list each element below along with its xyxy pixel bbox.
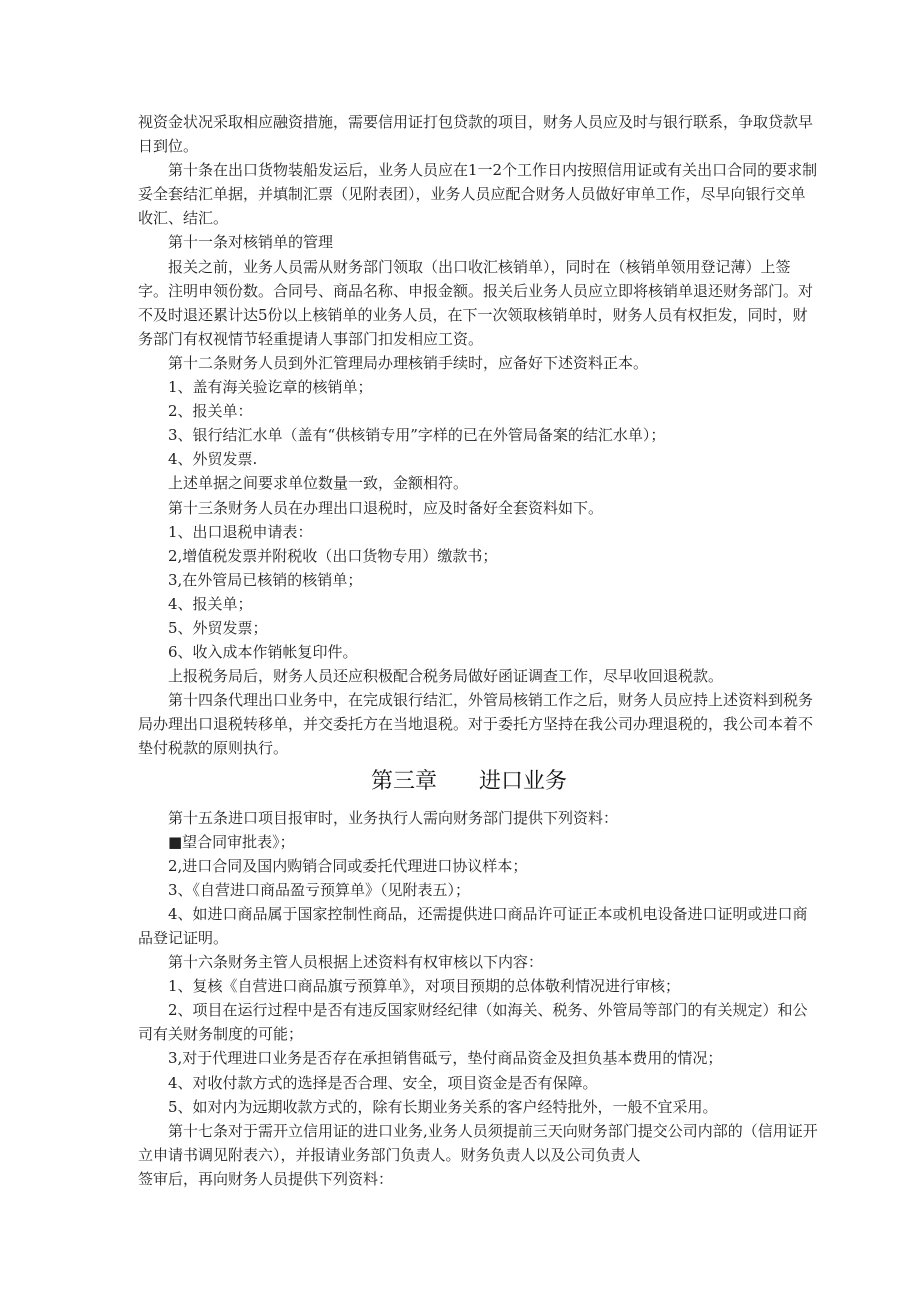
paragraph-tax-bureau-followup: 上报税务局后，财务人员还应积极配合税务局做好函证调查工作，尽早收回退税款。 — [168, 667, 724, 686]
list-item: 2,增值税发票并附税收（出口货物专用）缴款书； — [168, 546, 498, 565]
paragraph-article-11-body: 报关之前，业务人员需从财务部门领取（出口收汇核销单），同时在（核销单领用登记薄）上签字。注明申领份数。合同号、商品名称、申报金额。报关后业务人员应立即将核销单退还财务部门。对不及时退还累计达5份以上核销单的业务人员，在下一次领取核销单时，财务人员有权拒发，同时，财务部门有权视情节轻重提请人事部门扣发相应工资。 — [138, 257, 814, 348]
chapter-heading — [138, 767, 818, 797]
list-item: 3、《自营进口商品盈亏预算单》（见附表五）； — [168, 880, 471, 899]
list-item: ■望合同审批表》； — [168, 832, 295, 851]
paragraph-documents-consistency: 上述单据之间要求单位数量一致，金额相符。 — [168, 474, 469, 493]
paragraph-article-10: 第十条在出口货物装船发运后，业务人员应在1一2个工作日内按照信用证或有关出口合同的要求制妥全套结汇单据，并填制汇票（见附表团），业务人员应配合财务人员做好审单工作，尽早向银行交单收汇、结汇。 — [138, 161, 818, 228]
paragraph-financing-continued: 视资金状况采取相应融资措施，需要信用证打包贷款的项目，财务人员应及时与银行联系，争取贷款早日到位。 — [138, 113, 814, 156]
list-item: 4、如进口商品属于国家控制性商品，还需提供进口商品许可证正本或机电设备进口证明或进口商品登记证明。 — [138, 904, 808, 947]
paragraph-article-14: 第十四条代理出口业务中，在完成银行结汇，外管局核销工作之后，财务人员应持上述资料到税务局办理出口退税转移单，并交委托方在当地退税。对于委托方坚持在我公司办理退税的，我公司本着不垫付税款的原则执行。 — [138, 691, 814, 758]
list-item: 4、对收付款方式的选择是否合理、安全，项目资金是否有保障。 — [168, 1073, 598, 1092]
paragraph-article-13: 第十三条财务人员在办理出口退税时，应及时备好全套资料如下。 — [168, 498, 604, 517]
list-item: 1、出口退税申请表： — [168, 522, 313, 541]
paragraph-article-17-continued: 签审后，再向财务人员提供下列资料： — [138, 1169, 394, 1188]
list-item: 2、项目在运行过程中是否有违反国家财经纪律（如海关、税务、外管局等部门的有关规定）和公司有关财务制度的可能； — [138, 1001, 808, 1044]
paragraph-article-15: 第十五条进口项目报审时，业务执行人需向财务部门提供下列资料： — [168, 808, 619, 827]
document-body — [138, 110, 818, 1191]
list-item: 1、盖有海关验讫章的核销单； — [168, 378, 373, 397]
list-item: 2,进口合同及国内购销合同或委托代理进口协议样本； — [168, 856, 528, 875]
list-item: 5、外贸发票； — [168, 618, 268, 637]
list-item: 1、复核《自营进口商品旗亏预算单》，对项目预期的总体敬利情况进行审核； — [168, 977, 681, 996]
paragraph-article-12: 第十二条财务人员到外汇管理局办理核销手续时，应备好下述资料正本。 — [168, 353, 649, 372]
list-item: 4、报关单； — [168, 594, 253, 613]
chapter-number: 第三章 — [371, 768, 438, 794]
chapter-title: 进口业务 — [479, 768, 568, 794]
list-item: 3,在外管局已核销的核销单； — [168, 570, 363, 589]
list-item: 2、报关单： — [168, 402, 253, 421]
list-item: 3,对于代理进口业务是否存在承担销售砥亏，垫付商品资金及担负基本费用的情况； — [168, 1049, 723, 1068]
list-item: 3、银行结汇水单（盖有“供核销专用”字样的已在外管局备案的结汇水单）； — [168, 426, 666, 445]
paragraph-article-16: 第十六条财务主管人员根据上述资料有权审核以下内容： — [168, 953, 544, 972]
list-item: 4、外贸发票. — [168, 450, 258, 469]
list-item: 6、收入成本作销帐复印件。 — [168, 643, 358, 662]
paragraph-article-17: 第十七条对于需开立信用证的进口业务,业务人员须提前三天向财务部门提交公司内部的（信用证开立申请书调见附表六），并报请业务部门负责人。财务负责人以及公司负责人 — [138, 1121, 818, 1164]
list-item: 5、如对内为远期收款方式的，除有长期业务关系的客户经特批外，一般不宜采用。 — [168, 1097, 718, 1116]
paragraph-article-11-heading: 第十一条对核销单的管理 — [168, 233, 334, 252]
